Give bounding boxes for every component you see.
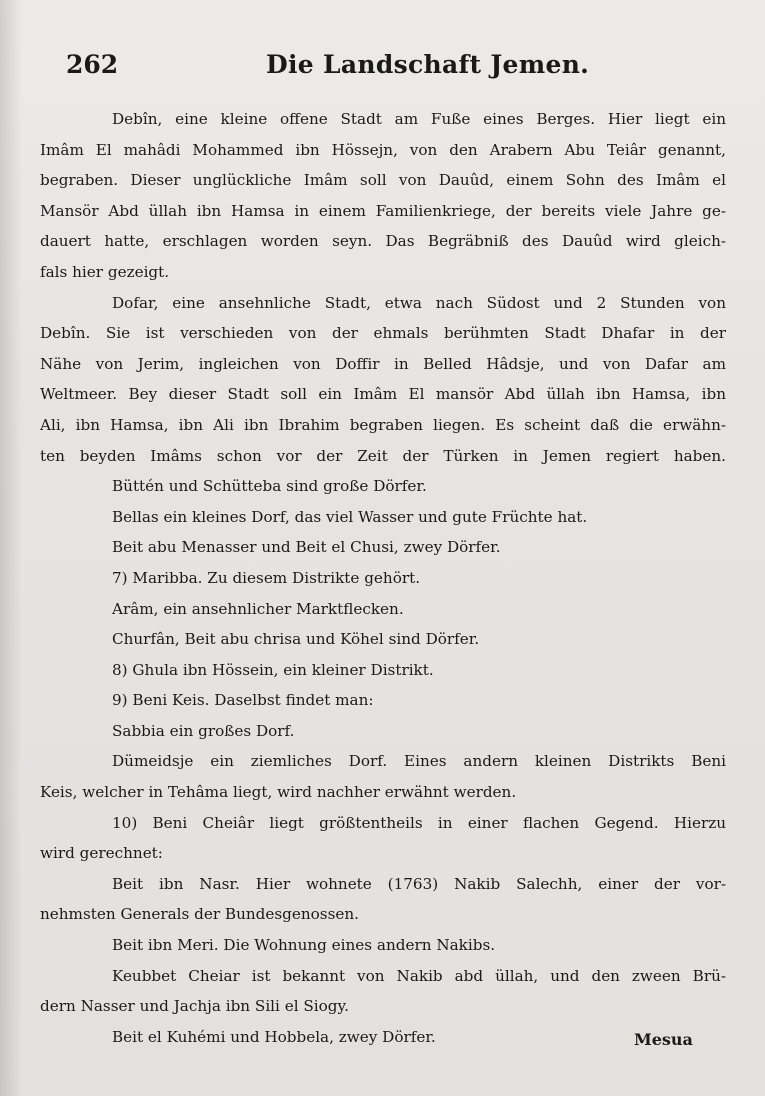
text-line: fals hier gezeigt. bbox=[40, 262, 170, 281]
text-line: Beit el Kuhémi und Hobbela, zwey Dörfer. bbox=[112, 1027, 436, 1046]
page-number: 262 bbox=[66, 50, 119, 79]
text-line: Büttén und Schütteba sind große Dörfer. bbox=[112, 477, 427, 496]
text-line: dern Nasser und Jachja ibn Sili el Siogy. bbox=[40, 997, 349, 1016]
text-line: Beit ibn Meri. Die Wohnung eines andern Nakibs. bbox=[112, 936, 496, 955]
page-edge-shadow bbox=[0, 0, 22, 1096]
text-line: 10) Beni Cheiâr liegt größtentheils in einer flachen Gegend. Hierzu bbox=[112, 813, 726, 832]
text-line: Debîn, eine kleine offene Stadt am Fuße eines Berges. Hier liegt ein bbox=[112, 110, 726, 128]
text-line: dauert hatte, erschlagen worden seyn. Das Begräbniß des Dauûd wird gleich- bbox=[40, 232, 726, 251]
text-line: begraben. Dieser unglückliche Imâm soll von Dauûd, einem Sohn des Imâm el bbox=[40, 171, 726, 190]
text-line: Nähe von Jerim, ingleichen von Doffir in Belled Hâdsje, und von Dafar am bbox=[40, 354, 726, 373]
text-line: Keubbet Cheiar ist bekannt von Nakib abd üllah, und den zween Brü- bbox=[112, 966, 726, 985]
text-line: Imâm El mahâdi Mohammed ibn Hössejn, von den Arabern Abu Teiâr genannt, bbox=[40, 140, 726, 159]
text-line: Mansör Abd üllah ibn Hamsa in einem Familienkriege, der bereits viele Jahre ge- bbox=[40, 201, 726, 220]
text-line: nehmsten Generals der Bundesgenossen. bbox=[40, 905, 359, 924]
text-line: Sabbia ein großes Dorf. bbox=[112, 721, 295, 740]
text-line: 7) Maribba. Zu diesem Distrikte gehört. bbox=[112, 568, 421, 587]
text-line: Dofar, eine ansehnliche Stadt, etwa nach Südost und 2 Stunden von bbox=[112, 293, 726, 312]
text-line: Beit abu Menasser und Beit el Chusi, zwey Dörfer. bbox=[112, 538, 501, 557]
text-line: Churfân, Beit abu chrisa und Köhel sind Dörfer. bbox=[112, 630, 480, 649]
text-line: Beit ibn Nasr. Hier wohnete (1763) Nakib Salechh, einer der vor- bbox=[112, 874, 726, 893]
text-line: Bellas ein kleines Dorf, das viel Wasser und gute Früchte hat. bbox=[112, 507, 588, 526]
catchword: Mesua bbox=[634, 1030, 693, 1049]
text-line: Debîn. Sie ist verschieden von der ehmals berühmten Stadt Dhafar in der bbox=[40, 324, 726, 343]
text-line: Arâm, ein ansehnlicher Marktflecken. bbox=[112, 599, 404, 618]
text-line: Ali, ibn Hamsa, ibn Ali ibn Ibrahim begraben liegen. Es scheint daß die erwähn- bbox=[40, 415, 726, 434]
text-line: Keis, welcher in Tehâma liegt, wird nachher erwähnt werden. bbox=[40, 783, 517, 802]
text-line: wird gerechnet: bbox=[40, 844, 163, 863]
text-line: ten beyden Imâms schon vor der Zeit der Türken in Jemen regiert haben. bbox=[40, 446, 726, 465]
text-line: 9) Beni Keis. Daselbst findet man: bbox=[112, 691, 374, 710]
text-line: Weltmeer. Bey dieser Stadt soll ein Imâm El mansör Abd üllah ibn Hamsa, ibn bbox=[40, 385, 726, 404]
text-line: Dümeidsje ein ziemliches Dorf. Eines andern kleinen Distrikts Beni bbox=[112, 752, 726, 771]
page-header bbox=[66, 50, 706, 86]
running-title: Die Landschaft Jemen. bbox=[266, 50, 590, 79]
body-text bbox=[40, 104, 726, 1052]
text-line: 8) Ghula ibn Hössein, ein kleiner Distrikt. bbox=[112, 660, 434, 679]
